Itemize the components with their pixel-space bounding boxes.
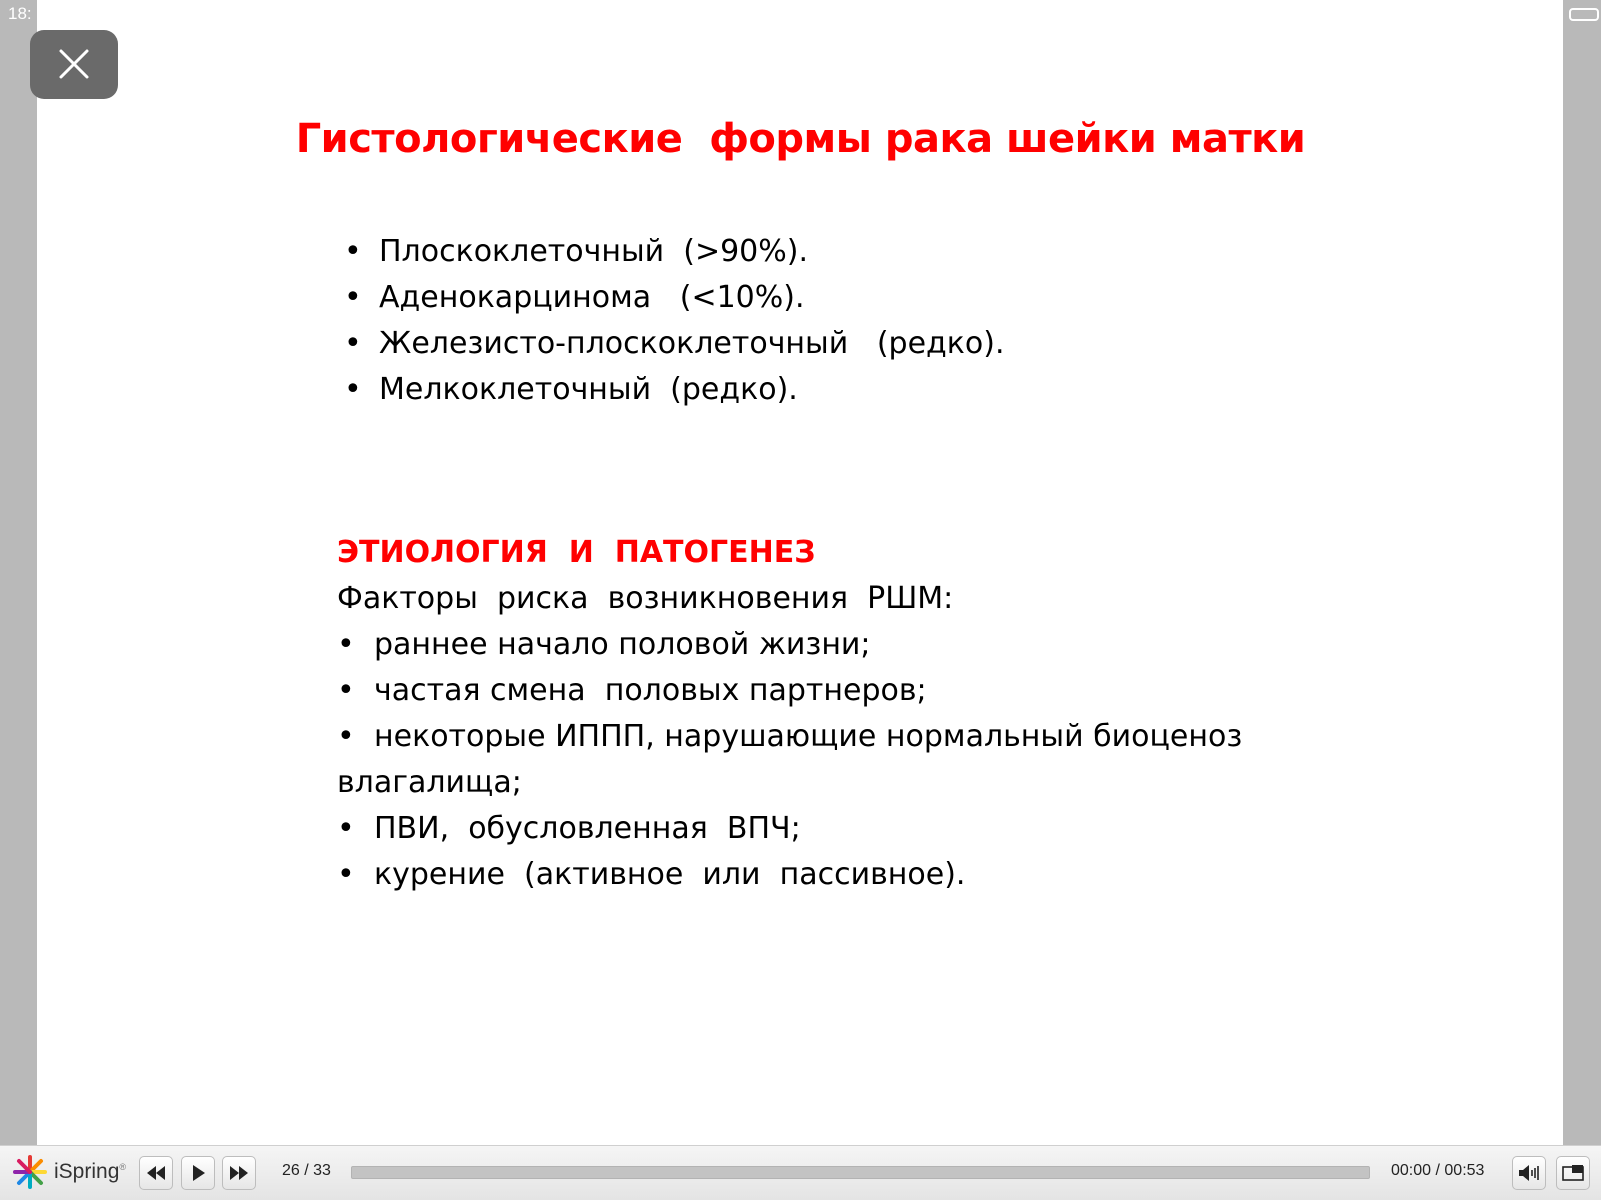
list-item	[344, 229, 1005, 275]
bullet: •	[344, 326, 362, 361]
list-item	[337, 806, 1242, 852]
risk-factors-list	[337, 622, 1242, 898]
section-intro: Факторы риска возникновения РШМ:	[337, 581, 954, 616]
fullscreen-button[interactable]	[1556, 1156, 1590, 1190]
play-button[interactable]	[181, 1156, 215, 1190]
ispring-logo	[12, 1154, 126, 1190]
list-item	[344, 367, 1005, 413]
close-icon	[58, 48, 90, 80]
previous-slide-button[interactable]	[139, 1156, 173, 1190]
etiology-section	[337, 530, 1242, 898]
list-item-text: некоторые ИППП, нарушающие нормальный биоценоз	[374, 719, 1243, 754]
next-slide-button[interactable]	[222, 1156, 256, 1190]
play-icon	[191, 1165, 205, 1181]
slide-title: Гистологические формы рака шейки матки	[295, 116, 1306, 162]
close-button[interactable]	[30, 30, 118, 99]
rewind-icon	[146, 1166, 166, 1180]
bullet: •	[337, 857, 355, 892]
volume-icon	[1518, 1164, 1540, 1182]
list-item-text: Железисто-плоскоклеточный (редко).	[379, 326, 1005, 361]
progress-bar[interactable]	[351, 1166, 1370, 1179]
slide-counter: 26 / 33	[282, 1162, 331, 1179]
fast-forward-icon	[229, 1166, 249, 1180]
total-time: 00:53	[1444, 1162, 1485, 1179]
battery-icon	[1569, 8, 1599, 21]
list-item	[344, 321, 1005, 367]
bullet: •	[337, 719, 355, 754]
bullet: •	[337, 627, 355, 662]
list-item-text: курение (активное или пассивное).	[374, 857, 966, 892]
list-item	[337, 622, 1242, 668]
bullet: •	[337, 673, 355, 708]
time-separator: /	[1431, 1162, 1445, 1179]
list-item	[337, 668, 1242, 714]
ispring-flower-icon	[12, 1154, 48, 1190]
volume-button[interactable]	[1512, 1156, 1546, 1190]
bullet: •	[344, 234, 362, 269]
list-item	[337, 852, 1242, 898]
status-time: 18:	[8, 4, 32, 23]
logo-registered-mark: ®	[119, 1162, 127, 1172]
list-item-text: частая смена половых партнеров;	[374, 673, 927, 708]
fullscreen-icon	[1562, 1164, 1584, 1182]
list-item-text: Плоскоклеточный (>90%).	[379, 234, 808, 269]
list-item-text: раннее начало половой жизни;	[374, 627, 871, 662]
histological-forms-list	[344, 229, 1005, 413]
list-item-text: Мелкоклеточный (редко).	[379, 372, 798, 407]
current-time: 00:00	[1391, 1162, 1432, 1179]
list-item	[344, 275, 1005, 321]
list-item-text: Аденокарцинома (<10%).	[379, 280, 805, 315]
player-control-bar	[0, 1145, 1601, 1200]
list-item-continuation: влагалища;	[337, 765, 522, 800]
logo-wordmark: iSpring	[54, 1160, 120, 1183]
logo-text	[54, 1160, 126, 1184]
section-heading: ЭТИОЛОГИЯ И ПАТОГЕНЕЗ	[337, 535, 816, 570]
time-display	[1391, 1162, 1484, 1180]
bullet: •	[344, 372, 362, 407]
list-item-text: ПВИ, обусловленная ВПЧ;	[374, 811, 801, 846]
bullet: •	[337, 811, 355, 846]
list-item	[337, 714, 1242, 806]
bullet: •	[344, 280, 362, 315]
